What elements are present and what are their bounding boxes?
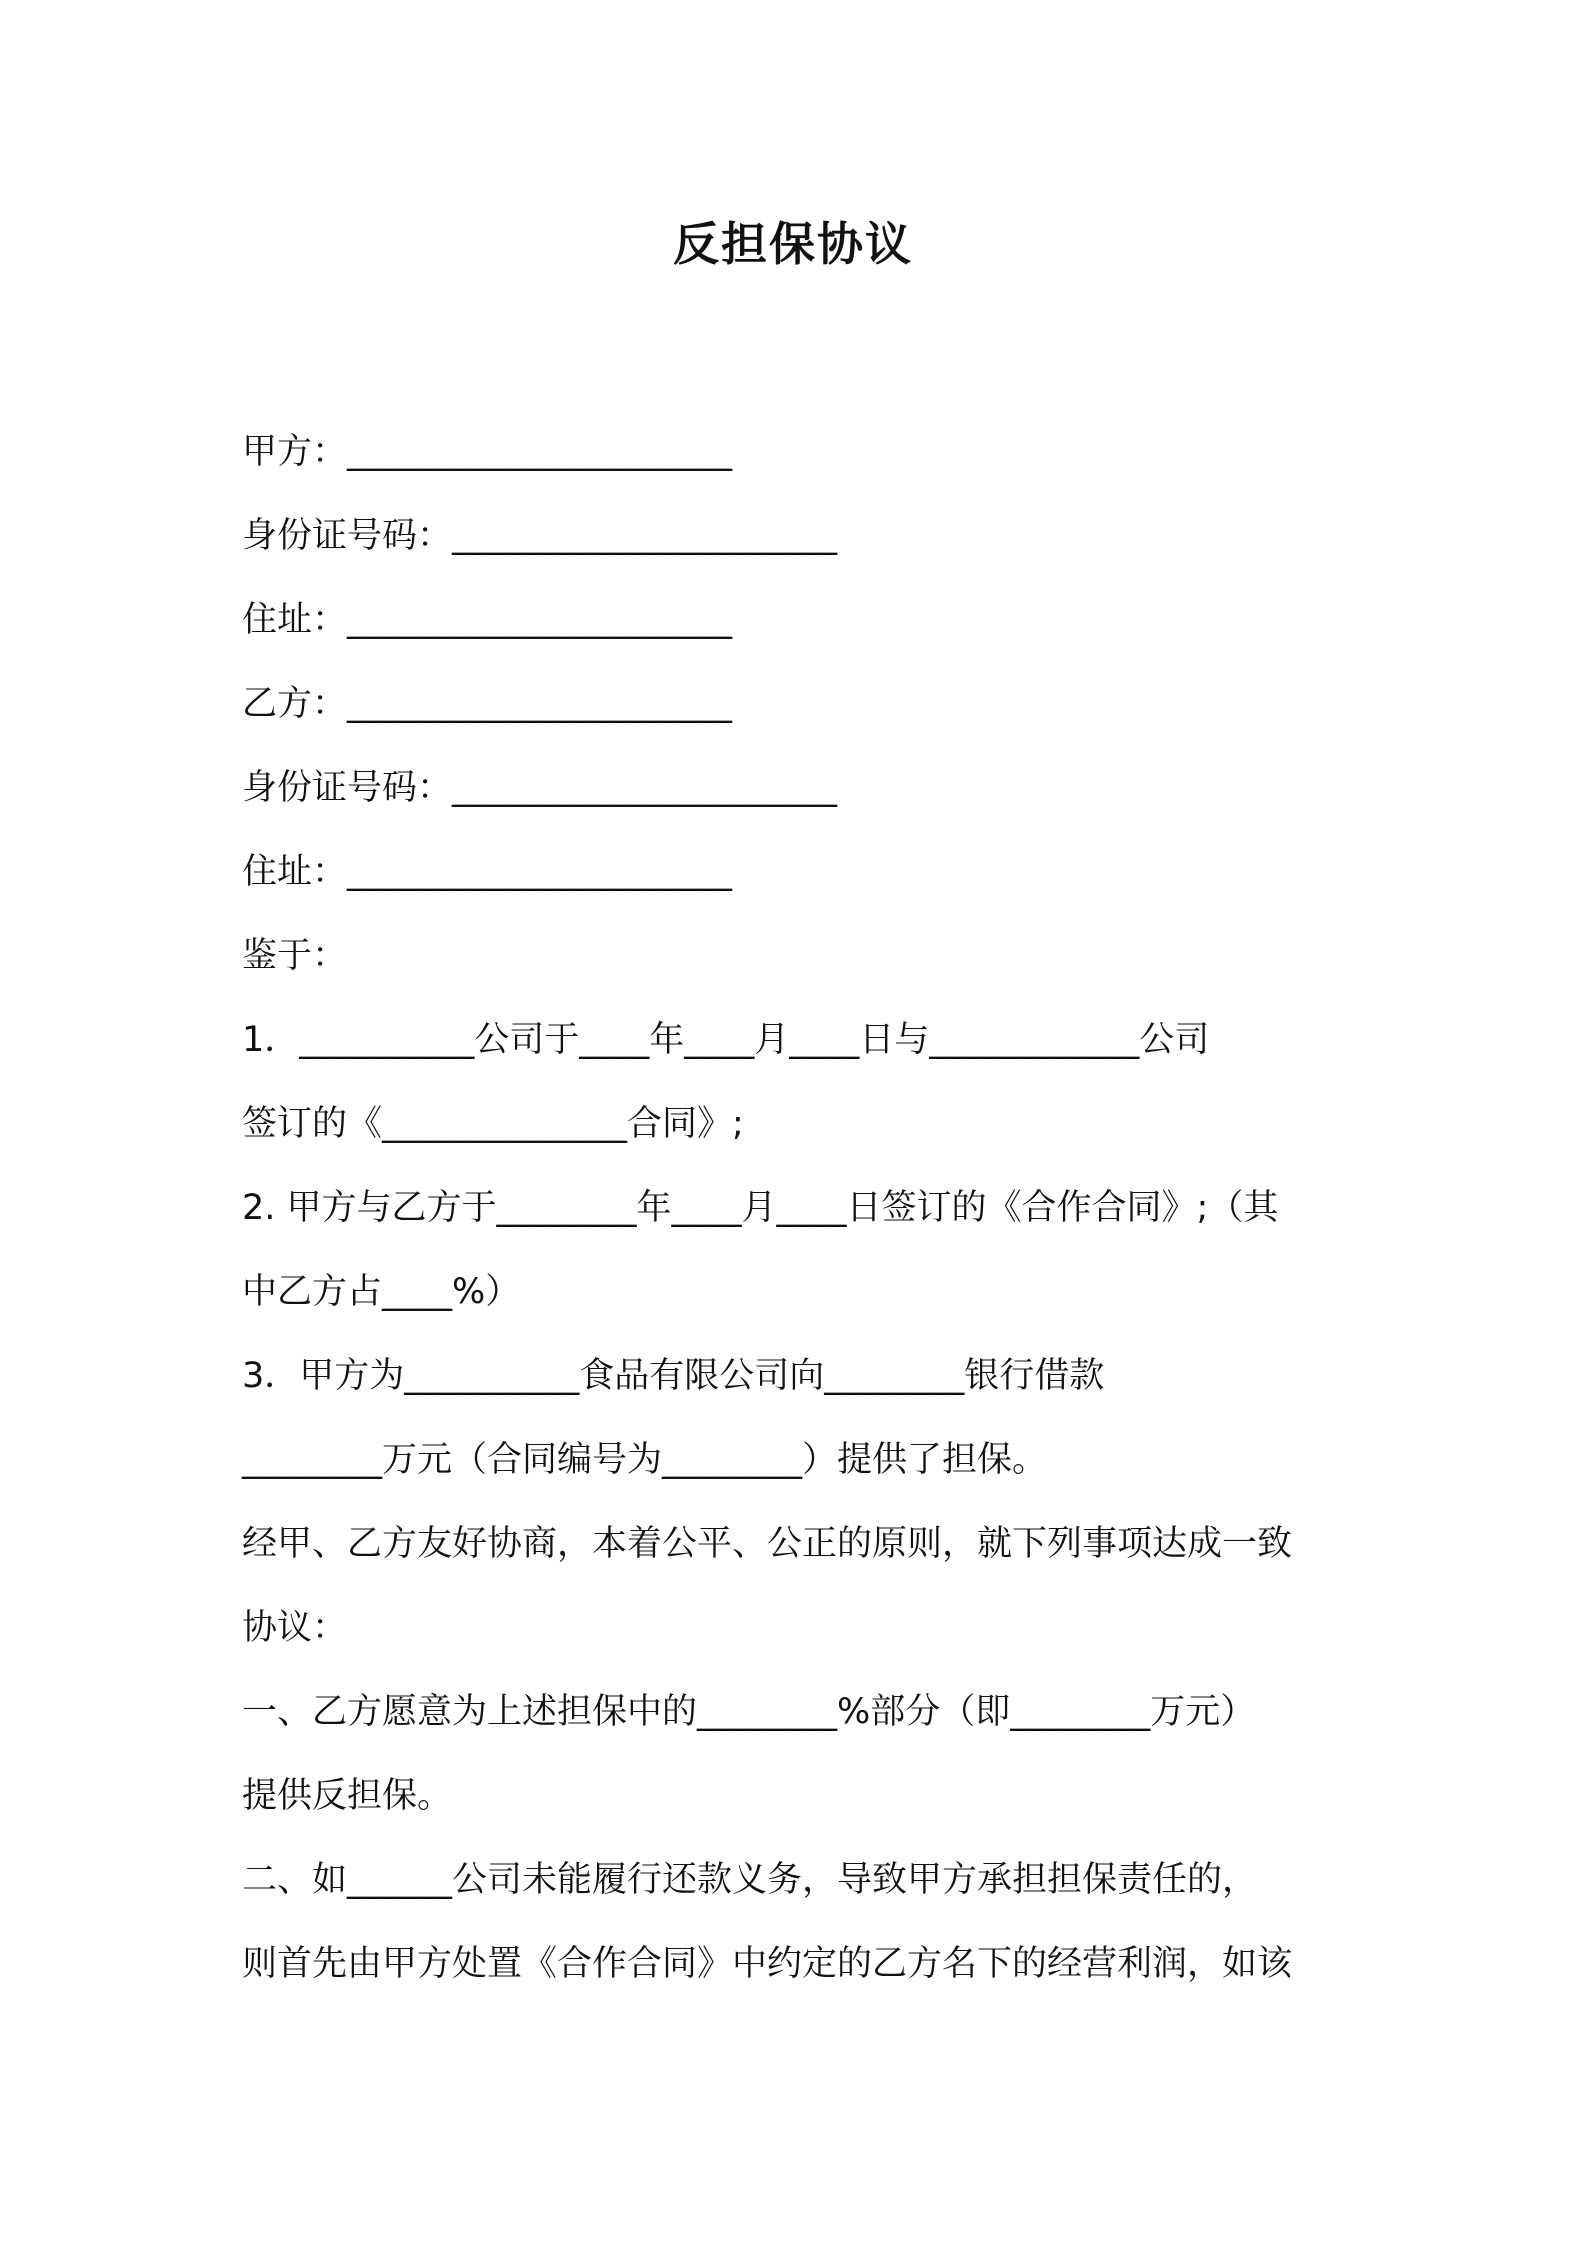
party-b-address-line: 住址：______________________ [242,852,733,892]
recital-2-line-1: 2. 甲方与乙方于________年____月____日签订的《合作合同》;（其 [242,1188,1279,1228]
party-a-address-line: 住址：______________________ [242,600,733,640]
party-b-id-line: 身份证号码：______________________ [242,768,838,808]
preamble-line-1: 经甲、乙方友好协商，本着公平、公正的原则，就下列事项达成一致 [242,1524,1293,1564]
recital-1-line-2: 签订的《______________合同》; [242,1104,744,1144]
party-a-line: 甲方：______________________ [242,432,733,472]
recital-2-line-2: 中乙方占____%） [242,1272,521,1312]
clause-1-line-1: 一、乙方愿意为上述担保中的________%部分（即________万元） [242,1692,1256,1732]
party-a-id-line: 身份证号码：______________________ [242,516,838,556]
preamble-line-2: 协议： [242,1608,348,1648]
recital-3-line-2: ________万元（合同编号为________）提供了担保。 [242,1440,1048,1480]
clause-1-line-2: 提供反担保。 [242,1776,453,1816]
clause-2-line-1: 二、如______公司未能履行还款义务，导致甲方承担担保责任的， [242,1860,1258,1900]
recital-3-line-1: 3．甲方为__________食品有限公司向________银行借款 [242,1356,1105,1396]
party-b-line: 乙方：______________________ [242,684,733,724]
document-title: 反担保协议 [673,217,913,271]
contract-body [242,410,1352,2006]
clause-2-line-2: 则首先由甲方处置《合作合同》中约定的乙方名下的经营利润，如该 [242,1944,1293,1984]
whereas-heading: 鉴于： [242,936,348,976]
recital-1-line-1: 1．__________公司于____年____月____日与____________公司 [242,1020,1210,1060]
